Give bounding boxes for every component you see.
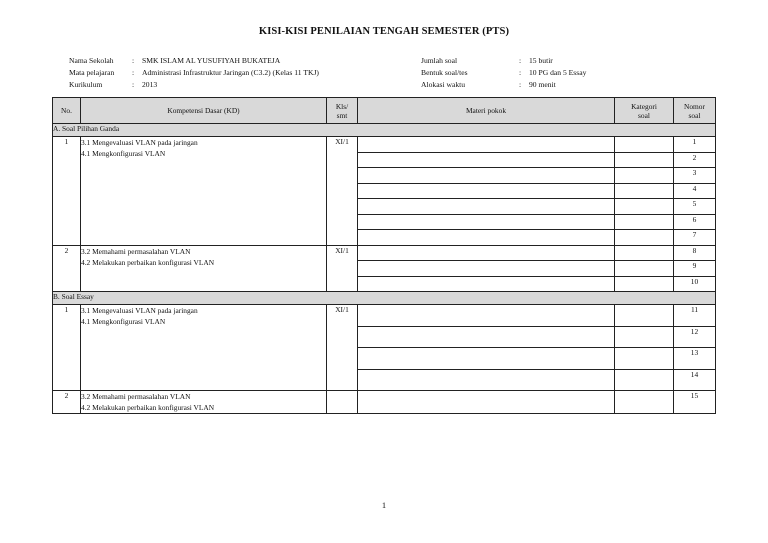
info-row-kurikulum [69, 79, 319, 91]
cell-nomor: 6 [674, 214, 716, 230]
info-colon: : [519, 68, 522, 77]
info-label: Mata pelajaran [69, 68, 115, 77]
header-kls-line1: Kls/ [335, 101, 349, 111]
info-label: Nama Sekolah [69, 56, 114, 65]
cell-kategori [615, 326, 674, 348]
cell-no: 2 [53, 391, 81, 414]
info-label: Bentuk soal/tes [421, 68, 468, 77]
header-kls [327, 98, 358, 124]
cell-nomor: 5 [674, 199, 716, 215]
cell-kd [81, 245, 327, 292]
cell-no: 2 [53, 245, 81, 292]
cell-kategori [615, 230, 674, 246]
header-nomor-line2: soal [688, 110, 701, 120]
info-row-mata-pelajaran [69, 67, 319, 79]
kd-line: 3.1 Mengevaluasi VLAN pada jaringan [81, 138, 198, 147]
header-kd: Kompetensi Dasar (KD) [81, 98, 327, 124]
header-kategori [615, 98, 674, 124]
info-value: 15 butir [529, 56, 553, 65]
cell-kategori [615, 137, 674, 153]
document-title: KISI-KISI PENILAIAN TENGAH SEMESTER (PTS) [258, 26, 510, 37]
section-row [53, 292, 716, 305]
cell-materi [358, 326, 615, 348]
header-nomor-line1: Nomor [684, 101, 705, 111]
cell-kls [327, 391, 358, 414]
cell-materi [358, 391, 615, 414]
cell-nomor: 14 [674, 369, 716, 391]
info-row-nama-sekolah [69, 55, 319, 67]
info-label: Jumlah soal [421, 56, 458, 65]
cell-kd [81, 391, 327, 414]
table-row [53, 391, 716, 414]
cell-no: 1 [53, 305, 81, 391]
cell-kategori [615, 183, 674, 199]
info-row-alokasi-waktu [421, 79, 586, 91]
cell-nomor: 15 [674, 391, 716, 414]
header-materi: Materi pokok [358, 98, 615, 124]
info-colon: : [132, 56, 135, 65]
info-left [69, 55, 319, 91]
info-row-jumlah-soal [421, 55, 586, 67]
section-row [53, 124, 716, 137]
table-row [53, 305, 716, 327]
info-colon: : [519, 80, 522, 89]
cell-kategori [615, 261, 674, 277]
cell-nomor: 7 [674, 230, 716, 246]
info-row-bentuk-soal [421, 67, 586, 79]
cell-kategori [615, 391, 674, 414]
cell-kategori [615, 348, 674, 370]
cell-materi [358, 168, 615, 184]
cell-kategori [615, 199, 674, 215]
info-value: 10 PG dan 5 Essay [529, 68, 587, 77]
cell-materi [358, 305, 615, 327]
section-title: A. Soal Pilihan Ganda [53, 124, 716, 137]
cell-nomor: 13 [674, 348, 716, 370]
cell-materi [358, 230, 615, 246]
cell-nomor: 8 [674, 245, 716, 261]
cell-kls: XI/1 [327, 137, 358, 246]
section-title: B. Soal Essay [53, 292, 716, 305]
info-label: Alokasi waktu [421, 80, 466, 89]
header-kategori-line2: soal [638, 110, 650, 120]
cell-nomor: 11 [674, 305, 716, 327]
kd-line: 4.1 Mengkonfigurasi VLAN [81, 149, 166, 158]
info-colon: : [519, 56, 522, 65]
kd-line: 4.2 Melakukan perbaikan konfigurasi VLAN [81, 257, 215, 267]
kd-line: 3.1 Mengevaluasi VLAN pada jaringan [81, 306, 198, 315]
header-no: No. [53, 98, 81, 124]
cell-nomor: 10 [674, 276, 716, 292]
kd-line: 3.2 Memahami permasalahan VLAN [81, 246, 191, 256]
table-row [53, 137, 716, 153]
cell-nomor: 3 [674, 168, 716, 184]
page-number: 1 [381, 500, 387, 510]
header-kategori-line1: Kategori [631, 101, 657, 111]
cell-kd [81, 305, 327, 391]
info-colon: : [132, 80, 135, 89]
cell-materi [358, 261, 615, 277]
table-header-row [53, 98, 716, 124]
info-value: 90 menit [529, 80, 556, 89]
header-nomor [674, 98, 716, 124]
cell-materi [358, 348, 615, 370]
cell-nomor: 4 [674, 183, 716, 199]
kd-line: 4.1 Mengkonfigurasi VLAN [81, 317, 166, 326]
header-kls-line2: smt [336, 110, 348, 120]
cell-kategori [615, 305, 674, 327]
cell-nomor: 9 [674, 261, 716, 277]
cell-kls: XI/1 [327, 245, 358, 292]
cell-materi [358, 369, 615, 391]
kd-line: 4.2 Melakukan perbaikan konfigurasi VLAN [81, 403, 215, 412]
cell-kategori [615, 369, 674, 391]
cell-kategori [615, 245, 674, 261]
info-value: 2013 [142, 80, 158, 89]
info-colon: : [132, 68, 135, 77]
cell-nomor: 12 [674, 326, 716, 348]
info-value: Administrasi Infrastruktur Jaringan (C3.2) (Kelas 11 TKJ) [142, 68, 319, 77]
cell-no: 1 [53, 137, 81, 246]
info-label: Kurikulum [69, 80, 103, 89]
kisi-kisi-table [52, 97, 716, 414]
cell-nomor: 2 [674, 152, 716, 168]
cell-nomor: 1 [674, 137, 716, 153]
kd-line: 3.2 Memahami permasalahan VLAN [81, 392, 191, 401]
cell-materi [358, 245, 615, 261]
cell-kd [81, 137, 327, 246]
cell-materi [358, 137, 615, 153]
table-row [53, 245, 716, 261]
cell-kategori [615, 276, 674, 292]
cell-materi [358, 276, 615, 292]
cell-kls: XI/1 [327, 305, 358, 391]
cell-kategori [615, 168, 674, 184]
cell-materi [358, 152, 615, 168]
cell-materi [358, 199, 615, 215]
info-right [421, 55, 586, 91]
cell-kategori [615, 214, 674, 230]
info-value: SMK ISLAM AL YUSUFIYAH BUKATEJA [142, 56, 281, 65]
cell-materi [358, 214, 615, 230]
cell-materi [358, 183, 615, 199]
cell-kategori [615, 152, 674, 168]
